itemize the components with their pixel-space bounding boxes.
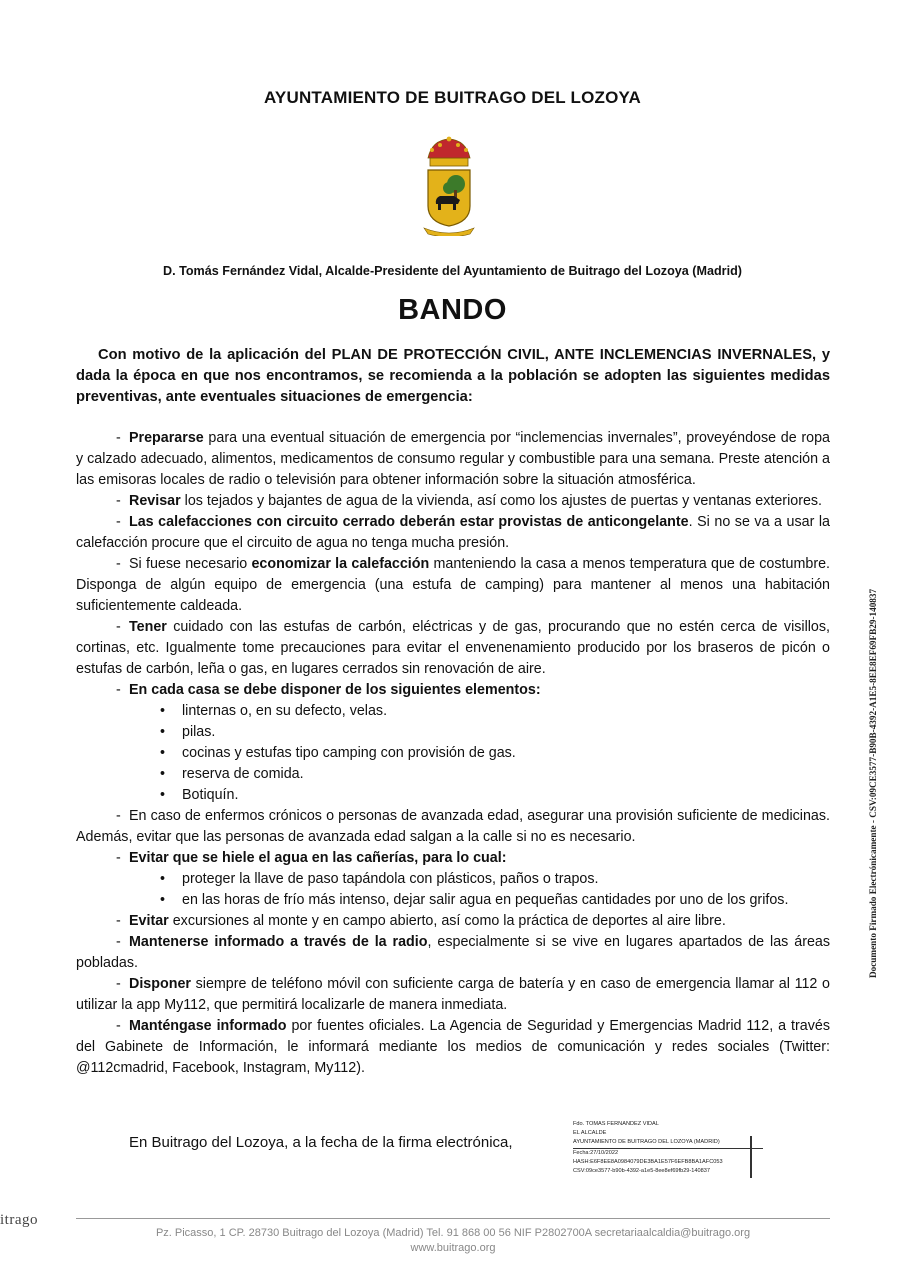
item-emphasis: Evitar (129, 913, 169, 929)
stamp-signer: Fdo. TOMAS FERNANDEZ VIDAL (573, 1121, 659, 1127)
list-item: • en las horas de frío más intenso, dejar salir agua en pequeñas cantidades por uno de los grifos. (76, 890, 830, 911)
list-item: • proteger la llave de paso tapándola con plásticos, paños o trapos. (76, 869, 830, 890)
footer-website[interactable]: www.buitrago.org (410, 1242, 496, 1254)
recommendation-item (76, 932, 830, 974)
recommendation-item (76, 680, 830, 701)
organization-title: AYUNTAMIENTO DE BUITRAGO DEL LOZOYA (264, 88, 641, 107)
dash-marker: - (116, 430, 121, 446)
item-text: cuidado con las estufas de carbón, eléctricas y de gas, procurando que no estén cerca de visillos, cortinas, etc. Igualmente tome precauciones para evitar el envenenamiento producido por los braseros de picón o estufas de carbón, leña o gas, en lugares cerrados sin renovación de aire. (76, 619, 830, 677)
stamp-divider (750, 1136, 752, 1178)
list-item: • cocinas y estufas tipo camping con provisión de gas. (76, 743, 830, 764)
recommendation-item (76, 974, 830, 1016)
recommendation-item (76, 617, 830, 680)
item-text: siempre de teléfono móvil con suficiente carga de batería y en caso de emergencia llamar al 112 o utilizar la app My112, que permitirá localizarle de manera inmediata. (76, 976, 830, 1013)
footer (76, 1226, 830, 1256)
item-text: , especialmente si se vive en lugares apartados de las áreas pobladas. (76, 934, 830, 971)
signoff-line: En Buitrago del Lozoya, a la fecha de la firma electrónica, (129, 1134, 513, 1151)
item-emphasis: Prepararse (129, 430, 204, 446)
supplies-list (76, 701, 830, 806)
item-text: . Si no se va a usar la calefacción procure que el circuito de agua no tenga mucha presión. (76, 514, 831, 551)
stamp-hash: HASH:E6F8EE8A0984079DE3BA1E57F6EFB8BA1AFC053 (573, 1158, 723, 1165)
intro-paragraph: Con motivo de la aplicación del PLAN DE PROTECCIÓN CIVIL, ANTE INCLEMENCIAS INVERNALES, y dada la época en que nos encontramos, se recomienda a la población se adopten las siguientes medidas preventivas, ante eventuales situaciones de emergencia: (76, 347, 830, 405)
dash-marker: - (116, 850, 121, 866)
footer-logo: itrago (0, 1212, 38, 1228)
item-text: manteniendo la casa a menos temperatura que de costumbre. Disponga de algún equipo de emergencia (una estufa de camping) para mantener al menos una habitación suficientemente caldeada. (76, 556, 831, 614)
item-text: los tejados y bajantes de agua de la vivienda, así como los ajustes de puertas y ventanas exteriores. (180, 493, 823, 509)
dash-marker: - (116, 514, 121, 530)
coat-of-arms-icon (418, 136, 480, 236)
document-type-title: BANDO (398, 294, 507, 326)
dash-marker: - (116, 682, 121, 698)
item-emphasis: Disponer (129, 976, 191, 992)
item-emphasis: Evitar que se hiele el agua en las cañerías, para lo cual: (129, 850, 507, 866)
signature-stamp (573, 1120, 763, 1176)
recommendation-item (76, 554, 830, 617)
stamp-role: EL ALCALDE (573, 1130, 607, 1137)
item-emphasis: Mantenerse informado a través de la radio (129, 934, 428, 950)
electronic-signature-note: Documento Firmado Electrónicamente - CSV:09CE3577-B90B-4392-A1E5-8EE8EF69FB29-140837 (868, 588, 878, 978)
dash-marker: - (116, 1018, 121, 1034)
stamp-organization: AYUNTAMIENTO DE BUITRAGO DEL LOZOYA (MADRID) (573, 1138, 763, 1148)
recommendations-body (76, 428, 830, 1079)
recommendation-item (76, 512, 830, 554)
item-text: para una eventual situación de emergencia por “inclemencias invernales”, proveyéndose de ropa y calzado adecuado, alimentos, medicamentos de consumo regular y combustible para una semana. Preste atención a las emisoras locales de radio o televisión para obtener información sobre la situación atmosférica. (76, 430, 830, 488)
dash-marker: - (116, 934, 121, 950)
list-item: • reserva de comida. (76, 764, 830, 785)
item-text: excursiones al monte y en campo abierto, así como la práctica de deportes al aire libre. (168, 913, 726, 929)
recommendation-item (76, 491, 830, 512)
item-text: Si fuese necesario (129, 556, 252, 572)
list-item: • pilas. (76, 722, 830, 743)
recommendation-item (76, 806, 830, 848)
recommendation-item (76, 428, 830, 491)
item-emphasis: Las calefacciones con circuito cerrado deberán estar provistas de anticongelante (129, 514, 689, 530)
pipes-list (76, 869, 830, 911)
item-emphasis: Manténgase informado (129, 1018, 287, 1034)
stamp-date: Fecha:27/10/2022 (573, 1149, 619, 1156)
item-emphasis: En cada casa se debe disponer de los siguientes elementos: (129, 682, 541, 698)
dash-marker: - (116, 619, 121, 635)
dash-marker: - (116, 913, 121, 929)
recommendation-item (76, 1016, 830, 1079)
item-text: En caso de enfermos crónicos o personas de avanzada edad, asegurar una provisión suficiente de medicinas. Además, evitar que las personas de avanzada edad salgan a la calle si no es necesario. (76, 808, 830, 845)
footer-address: Pz. Picasso, 1 CP. 28730 Buitrago del Lozoya (Madrid) Tel. 91 868 00 56 NIF P2802700A secretariaalcaldia@buitrago.org (155, 1227, 751, 1239)
mayor-line: D. Tomás Fernández Vidal, Alcalde-Presidente del Ayuntamiento de Buitrago del Lozoya (Madrid) (163, 264, 742, 278)
dash-marker: - (116, 493, 121, 509)
stamp-csv: CSV:09ce3577-b90b-4392-a1e5-8ee8ef69fb29-140837 (573, 1168, 710, 1175)
dash-marker: - (116, 808, 121, 824)
dash-marker: - (116, 556, 121, 572)
footer-divider (76, 1218, 830, 1219)
item-emphasis: Tener (129, 619, 167, 635)
recommendation-item (76, 911, 830, 932)
item-emphasis: Revisar (129, 493, 181, 509)
dash-marker: - (116, 976, 121, 992)
item-emphasis: economizar la calefacción (251, 556, 430, 572)
recommendation-item (76, 848, 830, 869)
list-item: • linternas o, en su defecto, velas. (76, 701, 830, 722)
item-text: por fuentes oficiales. La Agencia de Seguridad y Emergencias Madrid 112, a través del Gabinete de Información, le informará mediante los medios de comunicación y redes sociales (Twitter: @112cmadrid, Facebook, Instagram, My112). (76, 1018, 830, 1076)
list-item: • Botiquín. (76, 785, 830, 806)
